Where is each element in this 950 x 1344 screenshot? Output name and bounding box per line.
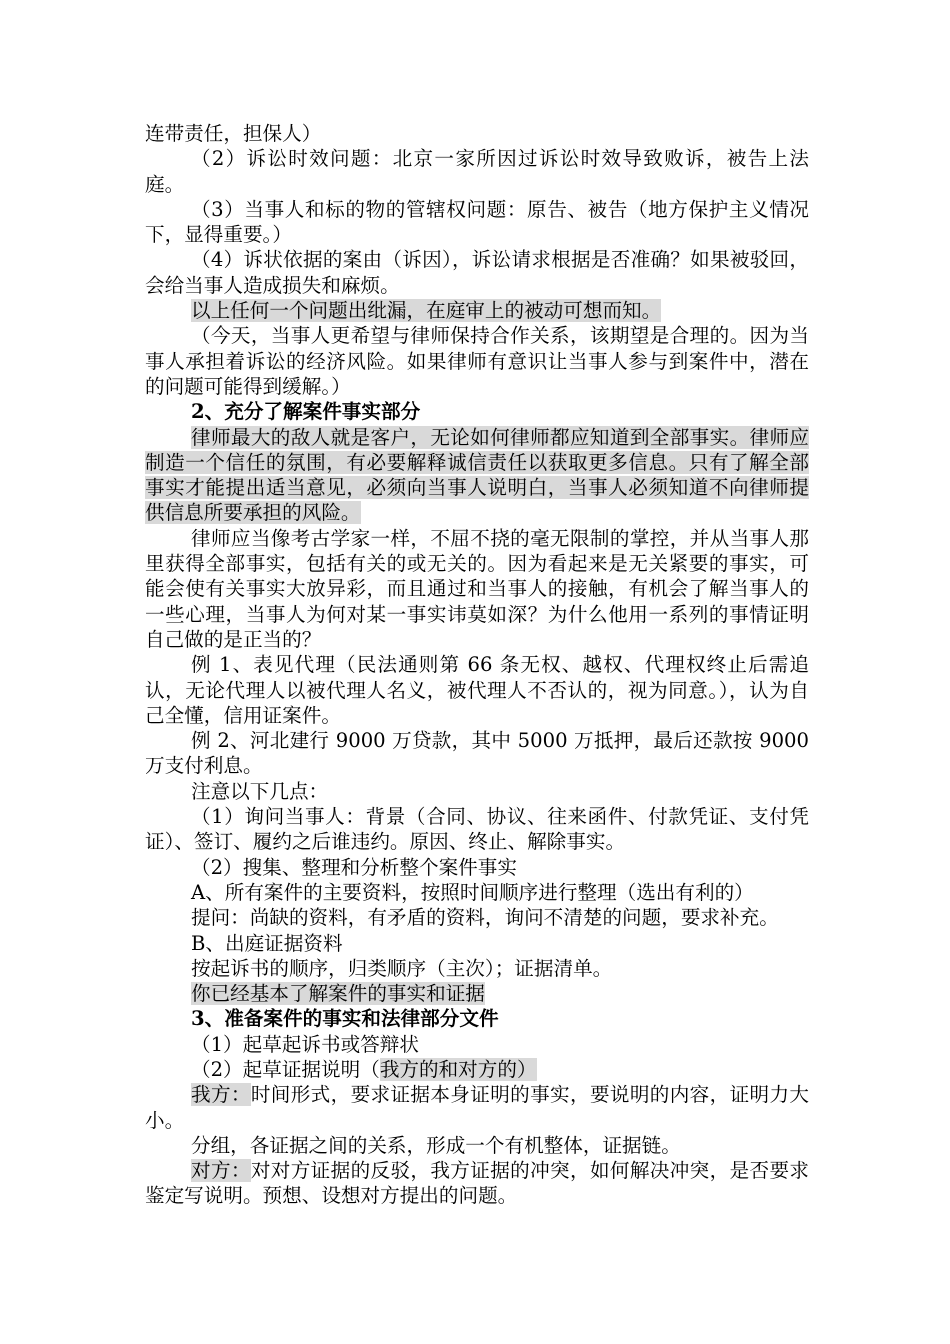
highlight-label: 我方： [191, 1083, 251, 1107]
list-item: B、出庭证据资料 [191, 931, 343, 955]
highlighted-paragraph [145, 298, 809, 323]
paragraph [145, 1082, 809, 1133]
section-heading-3: 3、准备案件的事实和法律部分文件 [191, 1007, 499, 1031]
list-item: A、所有案件的主要资料，按照时间顺序进行整理（选出有利的） [191, 880, 754, 904]
highlight-text: 你已经基本了解案件的事实和证据 [191, 982, 485, 1006]
document-body [145, 121, 809, 1209]
paragraph: （3）当事人和标的物的管辖权问题：原告、被告（地方保护主义情况下，显得重要。） [145, 197, 809, 247]
text: （2）起草证据说明（ [191, 1057, 380, 1081]
list-item: （1）起草起诉书或答辩状 [191, 1032, 419, 1056]
list-item: 按起诉书的顺序，归类顺序（主次）；证据清单。 [191, 956, 613, 980]
example-paragraph: 例 2、河北建行 9000 万贷款，其中 5000 万抵押，最后还款按 9000 万支付利息。 [145, 729, 809, 778]
paragraph: 律师应当像考古学家一样，不屈不挠的毫无限制的掌控，并从当事人那里获得全部事实，包括有关的或无关的。因为看起来是无关紧要的事实，可能会使有关事实大放异彩，而且通过和当事人的接触，有机会了解当事人的一些心理，当事人为何对某一事实讳莫如深？为什么他用一系列的事情证明自己做的是正当的？ [145, 526, 809, 651]
list-item: （2）搜集、整理和分析整个案件事实 [191, 855, 517, 879]
list-item: （1）询问当事人：背景（合同、协议、往来函件、付款凭证、支付凭证）、签订、履约之后谁违约。原因、终止、解除事实。 [145, 805, 809, 854]
highlight-text: 以上任何一个问题出纰漏，在庭审上的被动可想而知。 [191, 299, 662, 323]
highlighted-paragraph [145, 425, 809, 526]
paragraph: 注意以下几点： [191, 779, 329, 803]
text: 时间形式，要求证据本身证明的事实，要说明的内容，证明力大小。 [145, 1083, 810, 1132]
highlight-text: 我方的和对方的） [379, 1057, 537, 1081]
paragraph: （4）诉状依据的案由（诉因），诉讼请求根据是否准确？如果被驳回，会给当事人造成损失和麻烦。 [145, 248, 809, 297]
highlight-label: 对方： [191, 1159, 251, 1183]
example-paragraph: 例 1、表见代理（民法通则第 66 条无权、越权、代理权终止后需追认，无论代理人以被代理人名义，被代理人不否认的，视为同意。），认为自己全懂，信用证案件。 [145, 653, 809, 727]
list-item [145, 1057, 809, 1082]
paragraph: 连带责任，担保人） [145, 122, 322, 145]
highlight-text: 律师最大的敌人就是客户，无论如何律师都应知道到全部事实。律师应制造一个信任的氛围，有必要解释诚信责任以获取更多信息。只有了解全部事实才能提出适当意见，必须向当事人说明白，当事人必须知道不向律师提供信息所要承担的风险。 [145, 425, 809, 525]
paragraph: 分组，各证据之间的关系，形成一个有机整体，证据链。 [191, 1133, 681, 1157]
highlighted-paragraph [145, 981, 809, 1006]
section-heading-2: 2、充分了解案件事实部分 [191, 400, 421, 424]
list-item: 提问：尚缺的资料，有矛盾的资料，询问不清楚的问题，要求补充。 [191, 906, 779, 930]
paragraph [145, 1158, 809, 1209]
paragraph: （2）诉讼时效问题：北京一家所因过诉讼时效导致败诉，被告上法庭。 [145, 147, 809, 196]
text: 对对方证据的反驳，我方证据的冲突，如何解决冲突，是否要求鉴定写说明。预想、设想对方提出的问题。 [145, 1159, 810, 1208]
paragraph: （今天，当事人更希望与律师保持合作关系，该期望是合理的。因为当事人承担着诉讼的经济风险。如果律师有意识让当事人参与到案件中，潜在的问题可能得到缓解。） [145, 324, 809, 398]
